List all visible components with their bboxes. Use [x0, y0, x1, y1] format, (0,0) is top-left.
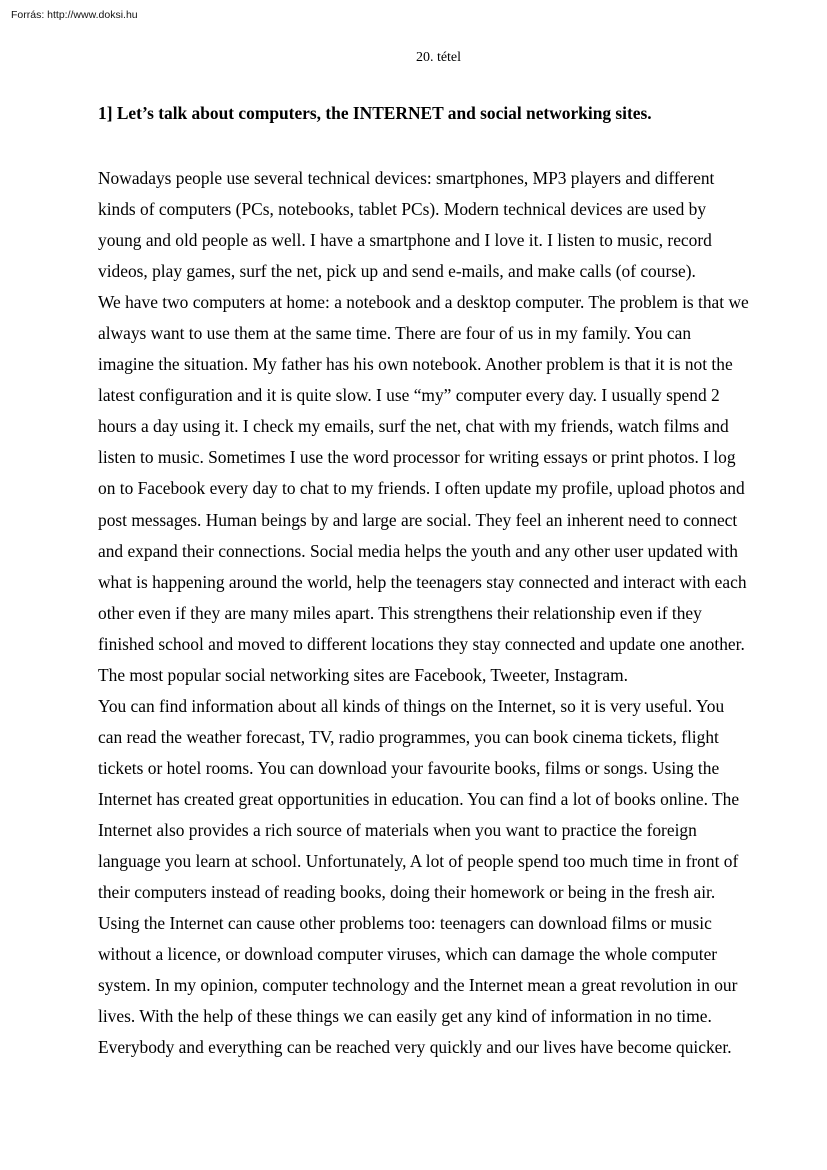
body-line: Internet also provides a rich source of materials when you want to practice the foreign [98, 819, 697, 840]
body-line: The most popular social networking sites are Facebook, Tweeter, Instagram. [98, 664, 628, 685]
body-line: system. In my opinion, computer technology and the Internet mean a great revolution in our [98, 975, 738, 996]
body-line: can read the weather forecast, TV, radio programmes, you can book cinema tickets, flight [98, 726, 719, 747]
body-line: You can find information about all kinds of things on the Internet, so it is very useful. You [98, 695, 725, 716]
source-note: Forrás: http://www.doksi.hu [11, 9, 138, 21]
body-line: kinds of computers (PCs, notebooks, tablet PCs). Modern technical devices are used by [98, 199, 707, 220]
body-line: We have two computers at home: a notebook and a desktop computer. The problem is that we [98, 292, 749, 313]
body-line: Nowadays people use several technical devices: smartphones, MP3 players and different [98, 168, 715, 188]
body-line: post messages. Human beings by and large are social. They feel an inherent need to connect [98, 509, 738, 530]
body-line: Internet has created great opportunities in education. You can find a lot of books online. The [98, 788, 740, 809]
body-line: lives. With the help of these things we can easily get any kind of information in no time. [98, 1006, 712, 1027]
body-line: Everybody and everything can be reached very quickly and our lives have become quicker. [98, 1037, 732, 1058]
body-line: videos, play games, surf the net, pick up and send e-mails, and make calls (of course). [98, 261, 696, 282]
body-line: other even if they are many miles apart. This strengthens their relationship even if they [98, 602, 702, 623]
body-line: young and old people as well. I have a smartphone and I love it. I listen to music, record [98, 230, 712, 251]
body-line: their computers instead of reading books, doing their homework or being in the fresh air. [98, 882, 716, 903]
section-heading: 1] Let’s talk about computers, the INTERNET and social networking sites. [98, 103, 652, 123]
body-line: language you learn at school. Unfortunately, A lot of people spend too much time in front of [98, 851, 739, 872]
body-line: finished school and moved to different locations they stay connected and update one another. [98, 633, 745, 654]
body-line: Using the Internet can cause other problems too: teenagers can download films or music [98, 913, 712, 934]
body-line: latest configuration and it is quite slow. I use “my” computer every day. I usually spend 2 [98, 385, 720, 406]
body-line: listen to music. Sometimes I use the word processor for writing essays or print photos. I log [98, 447, 736, 468]
body-line: hours a day using it. I check my emails, surf the net, chat with my friends, watch films and [98, 416, 729, 437]
body-line: what is happening around the world, help the teenagers stay connected and interact with each [98, 571, 747, 592]
body-line: and expand their connections. Social media helps the youth and any other user updated with [98, 540, 738, 561]
body-line: always want to use them at the same time. There are four of us in my family. You can [98, 323, 692, 344]
body-line: on to Facebook every day to chat to my friends. I often update my profile, upload photos and [98, 478, 745, 499]
body-line: imagine the situation. My father has his own notebook. Another problem is that it is not the [98, 354, 733, 375]
body-line: tickets or hotel rooms. You can download your favourite books, films or songs. Using the [98, 757, 720, 778]
page-label: 20. tétel [415, 50, 462, 65]
body-line: without a licence, or download computer viruses, which can damage the whole computer [98, 944, 718, 965]
body-text [98, 163, 749, 1063]
